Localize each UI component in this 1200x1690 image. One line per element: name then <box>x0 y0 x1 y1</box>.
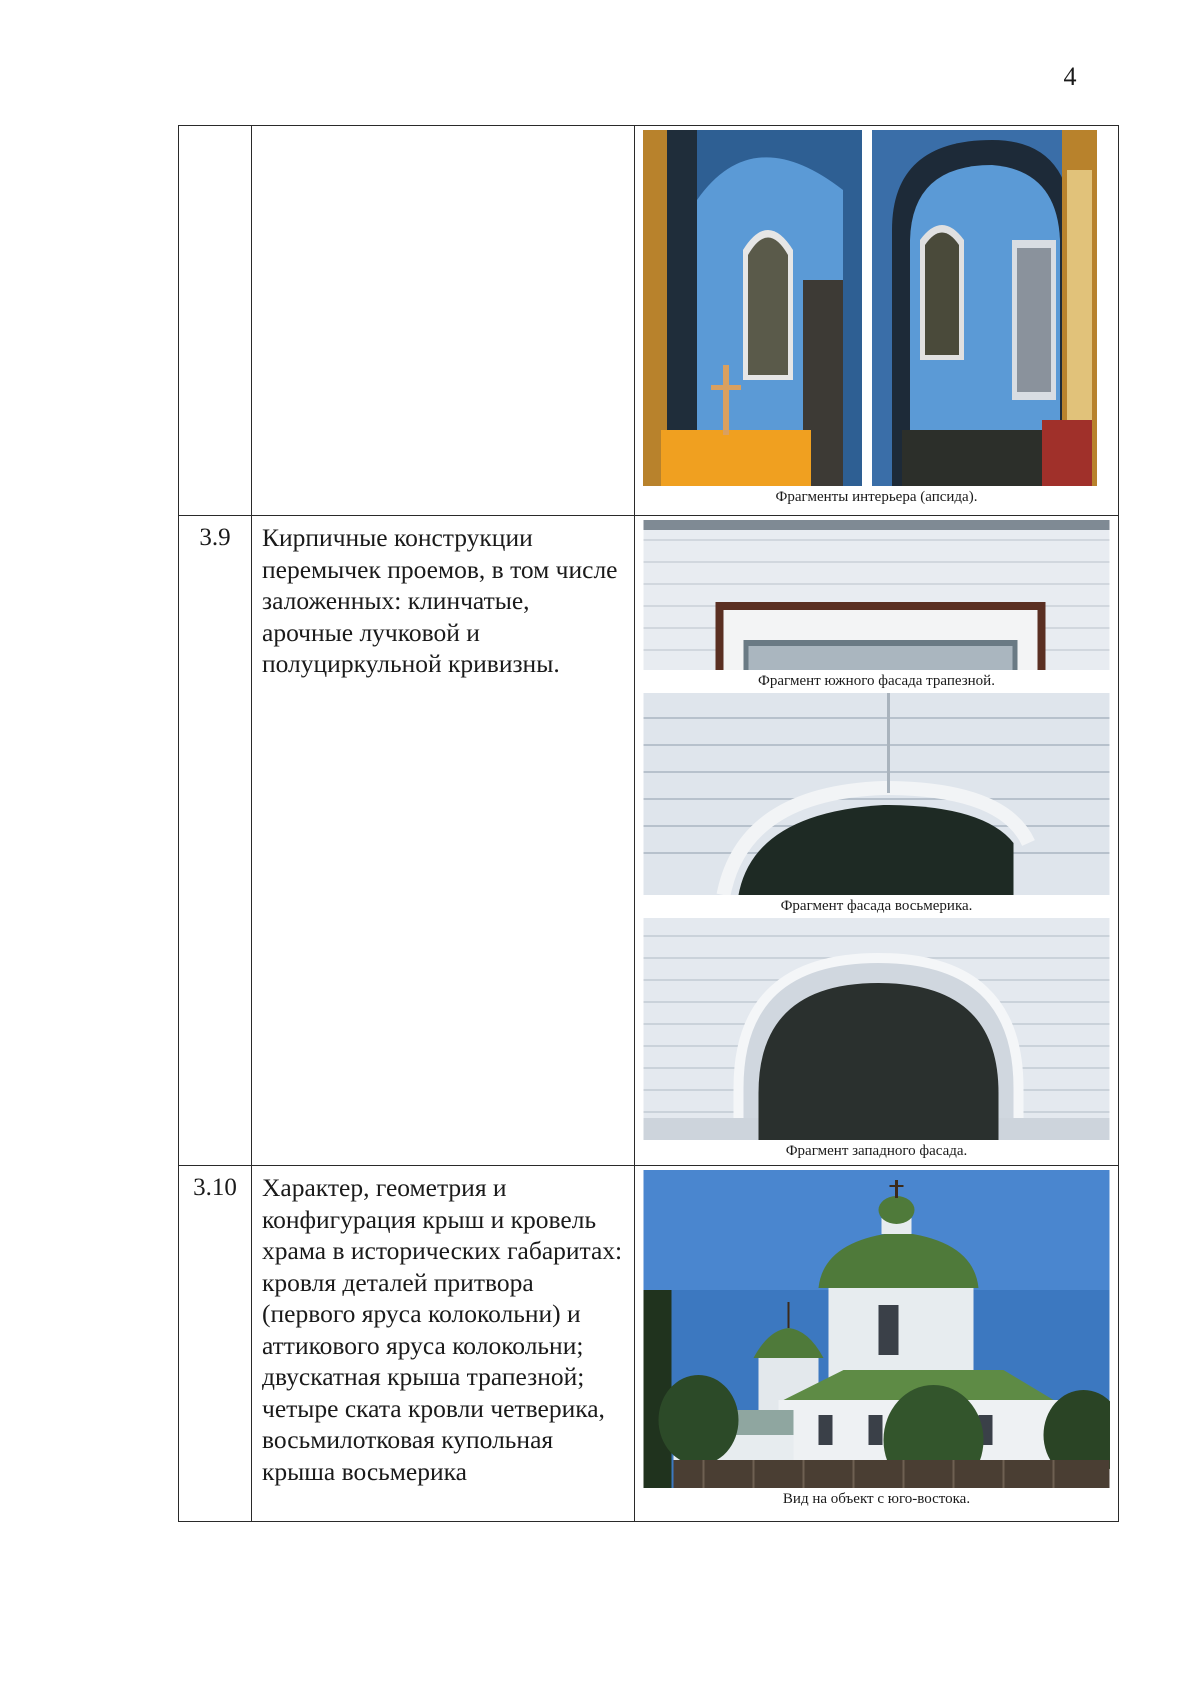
row-images <box>635 126 1119 516</box>
table-row <box>179 516 1119 1166</box>
apse-photo-pair <box>643 130 1110 486</box>
row-description: Характер, геометрия и конфигурация крыш и кровель храма в исторических габаритах: кровля деталей притвора (первого яруса колокольни) и аттикового яруса колокольни; двускатная крыша трапезной; четыре ската кровли четверика, восьмилотковая купольная крыша восьмерика <box>252 1166 635 1522</box>
photo-apse-left <box>643 130 862 486</box>
photo-church-southeast <box>643 1170 1110 1488</box>
caption-refectory-south: Фрагмент южного фасада трапезной. <box>758 673 995 689</box>
caption-apse: Фрагменты интерьера (апсида). <box>775 489 978 505</box>
row-number: 3.9 <box>179 516 252 1166</box>
photo-apse-right <box>872 130 1097 486</box>
page-number: 4 <box>1063 62 1077 91</box>
document-table <box>178 125 1119 1522</box>
row-description: Кирпичные конструкции перемычек проемов, в том числе заложенных: клинчатые, арочные лучковой и полуциркульной кривизны. <box>252 516 635 1166</box>
photo-octagon-facade <box>643 693 1110 895</box>
table-row <box>179 126 1119 516</box>
caption-west-facade: Фрагмент западного фасада. <box>785 1143 968 1159</box>
caption-octagon: Фрагмент фасада восьмерика. <box>780 898 973 914</box>
row-description <box>252 126 635 516</box>
photo-refectory-south-facade <box>643 520 1110 670</box>
photo-west-facade <box>643 918 1110 1140</box>
caption-southeast-view: Вид на объект с юго-востока. <box>782 1491 971 1507</box>
table-row <box>179 1166 1119 1522</box>
row-number: 3.10 <box>179 1166 252 1522</box>
row-images <box>635 516 1119 1166</box>
row-number <box>179 126 252 516</box>
row-images <box>635 1166 1119 1522</box>
